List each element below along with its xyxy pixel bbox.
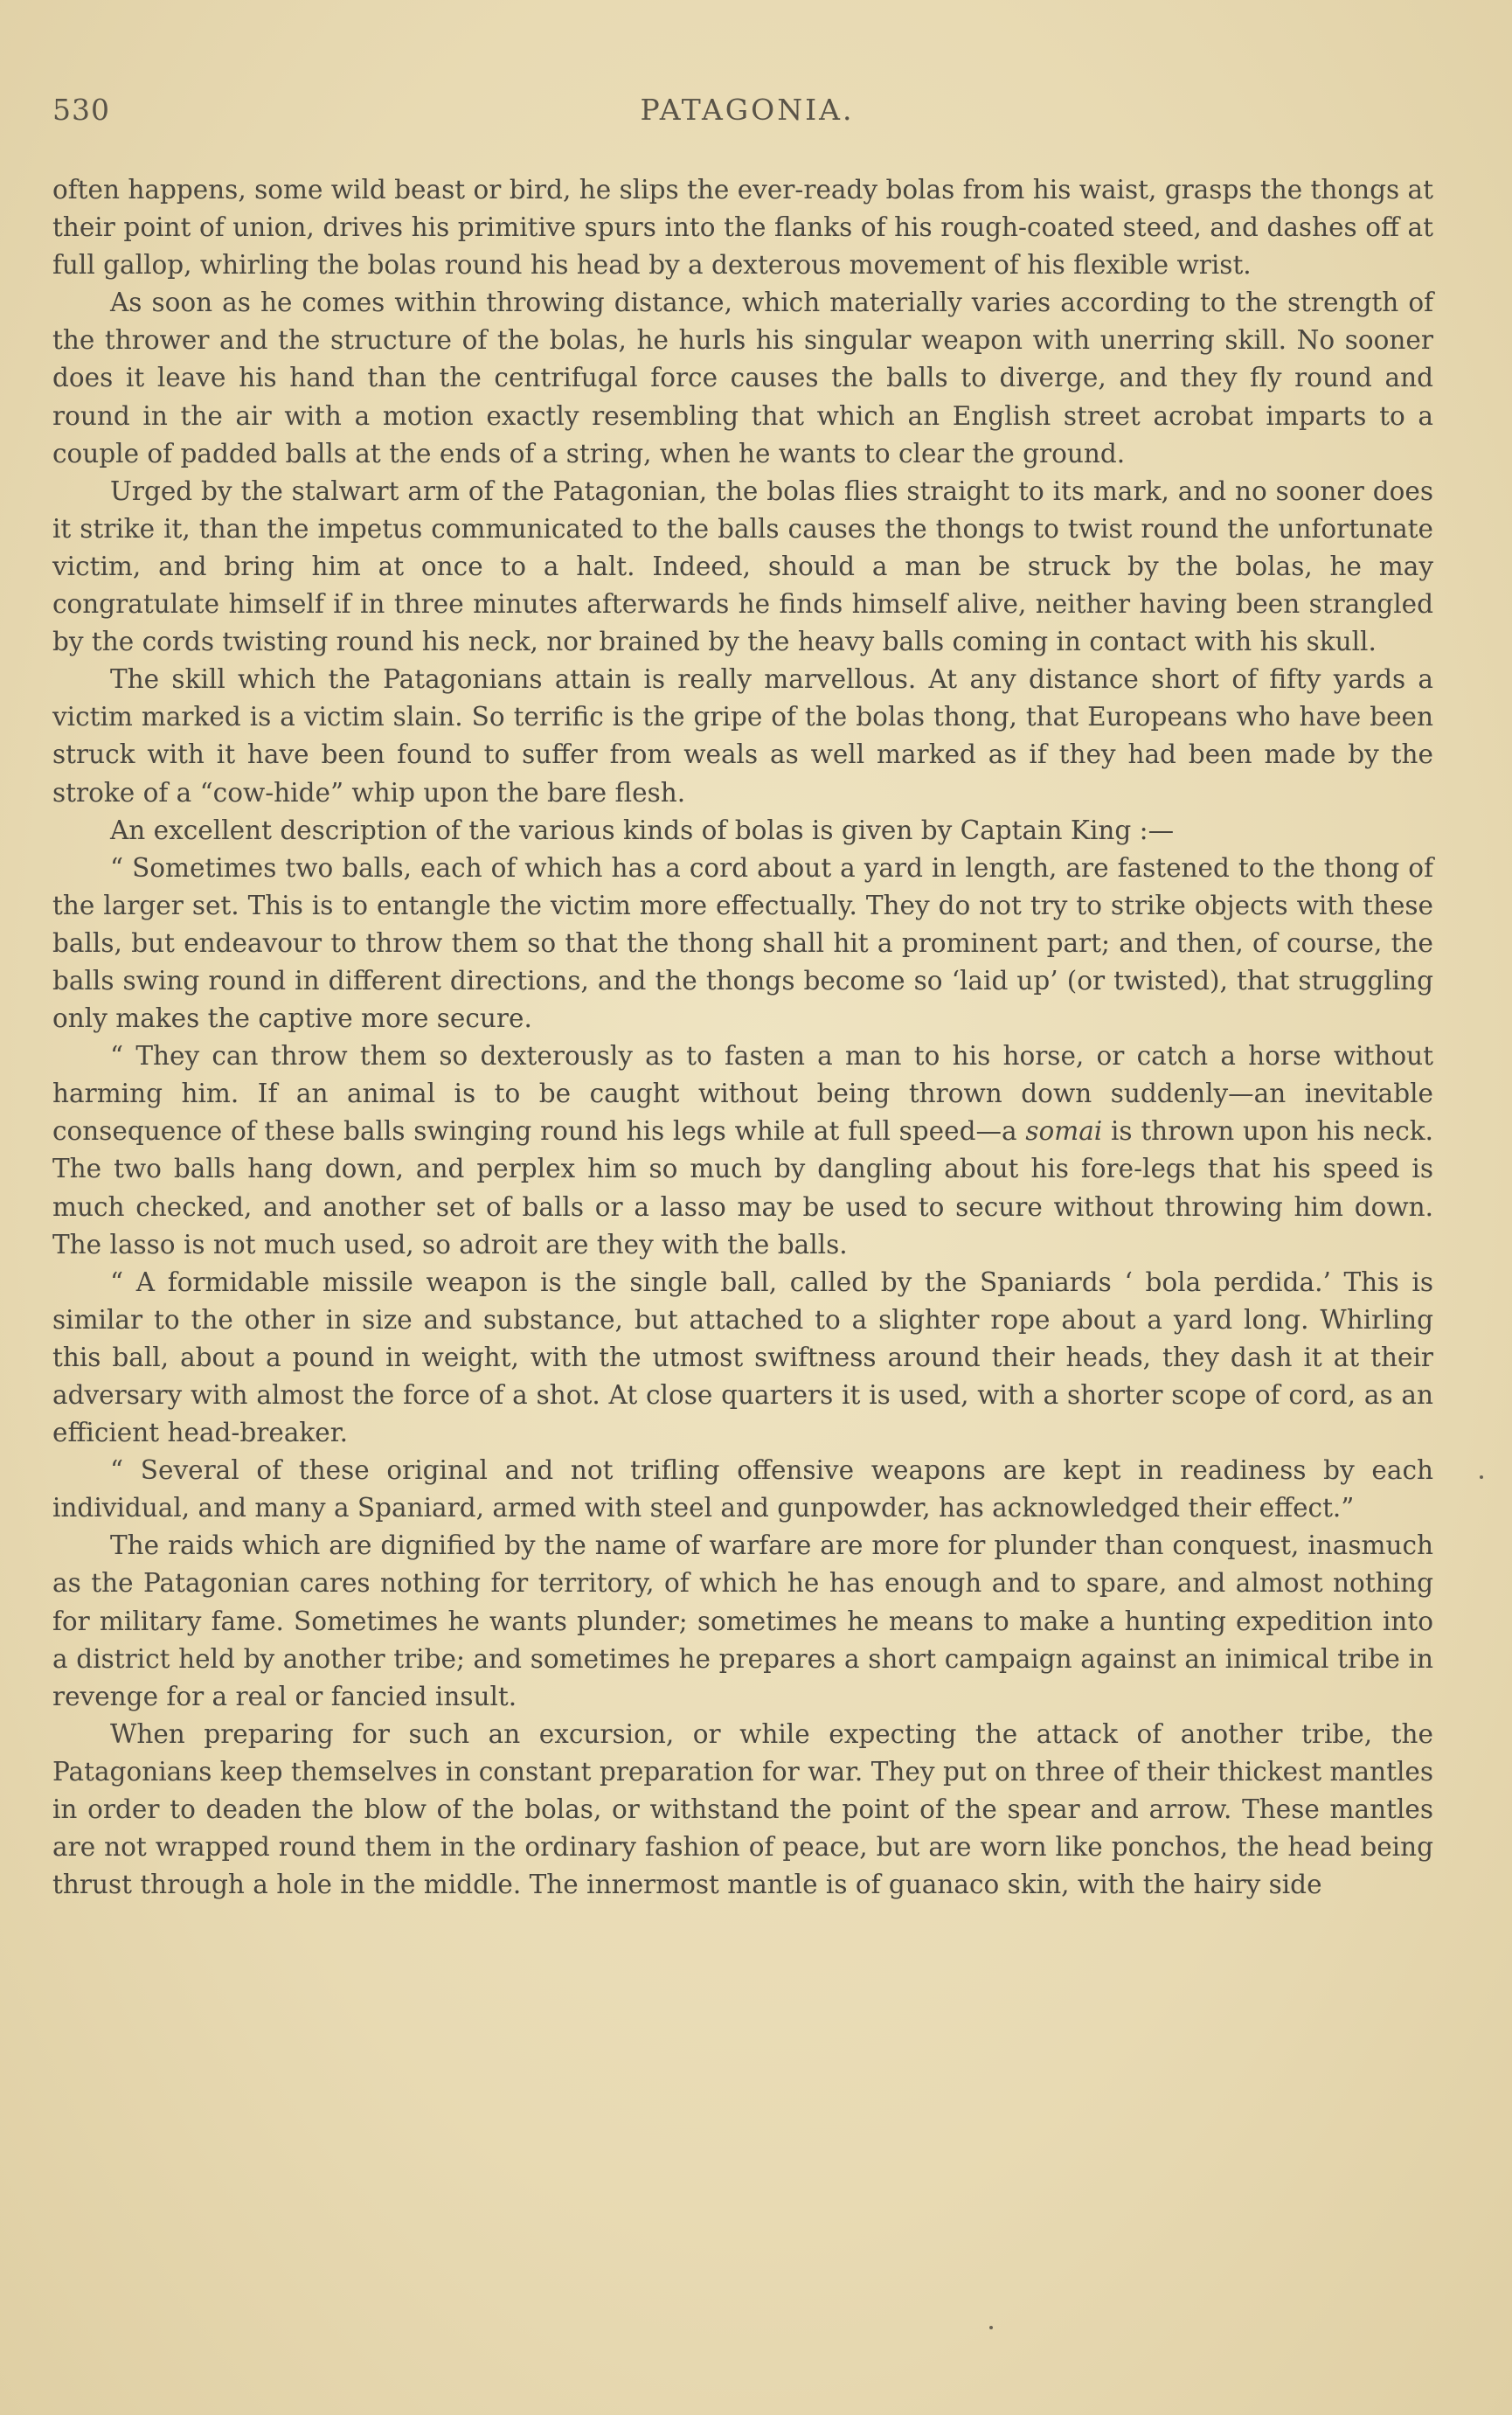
- paragraph: Urged by the stalwart arm of the Patagonian, the bolas flies straight to its mark, and no sooner does it strike it, than the impetus communicated to the balls causes the thongs to twist round the unfortunate victim, and bring him at once to a halt. Indeed, should a man be struck by the bolas, he may congratulate himself if in three minutes afterwards he finds himself alive, neither having been strangled by the cords twisting round his neck, nor brained by the heavy balls coming in contact with his skull.: [52, 475, 1433, 657]
- quoted-paragraph: “ A formidable missile weapon is the single ball, called by the Spaniards ‘ bola perdida.’ This is similar to the other in size and substance, but attached to a slighter rope about a yard long. Whirling this ball, about a pound in weight, with the utmost swiftness around their heads, they dash it at their adversary with almost the force of a shot. At close quarters it is used, with a shorter scope of cord, as an efficient head-breaker.: [52, 1266, 1433, 1448]
- running-head: PATAGONIA.: [640, 93, 855, 127]
- page-header: [52, 93, 1442, 136]
- paragraph: The raids which are dignified by the name of warfare are more for plunder than conquest, inasmuch as the Patagonian cares nothing for territory, of which he has enough and to spare, and almost nothing for military fame. Sometimes he wants plunder; sometimes he means to make a hunting expedition into a district held by another tribe; and sometimes he prepares a short campaign against an inimical tribe in revenge for a real or fancied insult.: [52, 1530, 1433, 1711]
- quoted-paragraph: “ Sometimes two balls, each of which has a cord about a yard in length, are fastened to the thong of the larger set. This is to entangle the victim more effectually. They do not try to strike objects with these balls, but endeavour to throw them so that the thong shall hit a prominent part; and then, of course, the balls swing round in different directions, and the thongs become so ‘laid up’ (or twisted), that struggling only makes the captive more secure.: [52, 852, 1433, 1034]
- quoted-paragraph: [52, 1037, 1433, 1264]
- page-number: 530: [52, 93, 110, 127]
- paper-speck: [989, 2326, 993, 2329]
- italic-term: somai: [1025, 1116, 1103, 1147]
- quote-text: is thrown upon his neck. The two balls hang down, and perplex him so much by dangling about his fore-legs that his speed is much checked, and another set of balls or a lasso may be used to secure without throwing him down. The lasso is not much used, so adroit are they with the balls.: [52, 1116, 1434, 1260]
- paragraph: As soon as he comes within throwing distance, which materially varies according to the strength of the thrower and the structure of the bolas, he hurls his singular weapon with unerring skill. No sooner does it leave his hand than the centrifugal force causes the balls to diverge, and they fly round and round in the air with a motion exactly resembling that which an English street acrobat imparts to a couple of padded balls at the ends of a string, when he wants to clear the ground.: [52, 288, 1433, 468]
- body-text: [52, 171, 1433, 1904]
- quoted-paragraph: “ Several of these original and not trifling offensive weapons are kept in readiness by each individual, and many a Spaniard, armed with steel and gunpowder, has acknowledged their effect.”: [52, 1455, 1433, 1523]
- paragraph-continuation: often happens, some wild beast or bird, he slips the ever-ready bolas from his waist, grasps the thongs at their point of union, drives his primitive spurs into the flanks of his rough-coated steed, and dashes off at full gallop, whirling the bolas round his head by a dexterous movement of his flexible wrist.: [52, 175, 1433, 281]
- quote-text: “ They can throw them so dexterously as to fasten a man to his horse, or catch a horse without harming him. If an animal is to be caught without being thrown down suddenly—an inevitable consequence of these balls swinging round his legs while at full speed—a: [52, 1041, 1433, 1147]
- paragraph: The skill which the Patagonians attain is really marvellous. At any distance short of fifty yards a victim marked is a victim slain. So terrific is the gripe of the bolas thong, that Europeans who have been struck with it have been found to suffer from weals as well marked as if they had been made by the stroke of a “cow-hide” whip upon the bare flesh.: [52, 664, 1433, 808]
- paragraph: When preparing for such an excursion, or while expecting the attack of another tribe, the Patagonians keep themselves in constant preparation for war. They put on three of their thickest mantles in order to deaden the blow of the bolas, or withstand the point of the spear and arrow. These mantles are not wrapped round them in the ordinary fashion of peace, but are worn like ponchos, the head being thrust through a hole in the middle. The innermost mantle is of guanaco skin, with the hairy side: [52, 1718, 1433, 1900]
- paper-speck: [1480, 1475, 1483, 1479]
- paragraph: An excellent description of the various kinds of bolas is given by Captain King :—: [110, 815, 1175, 845]
